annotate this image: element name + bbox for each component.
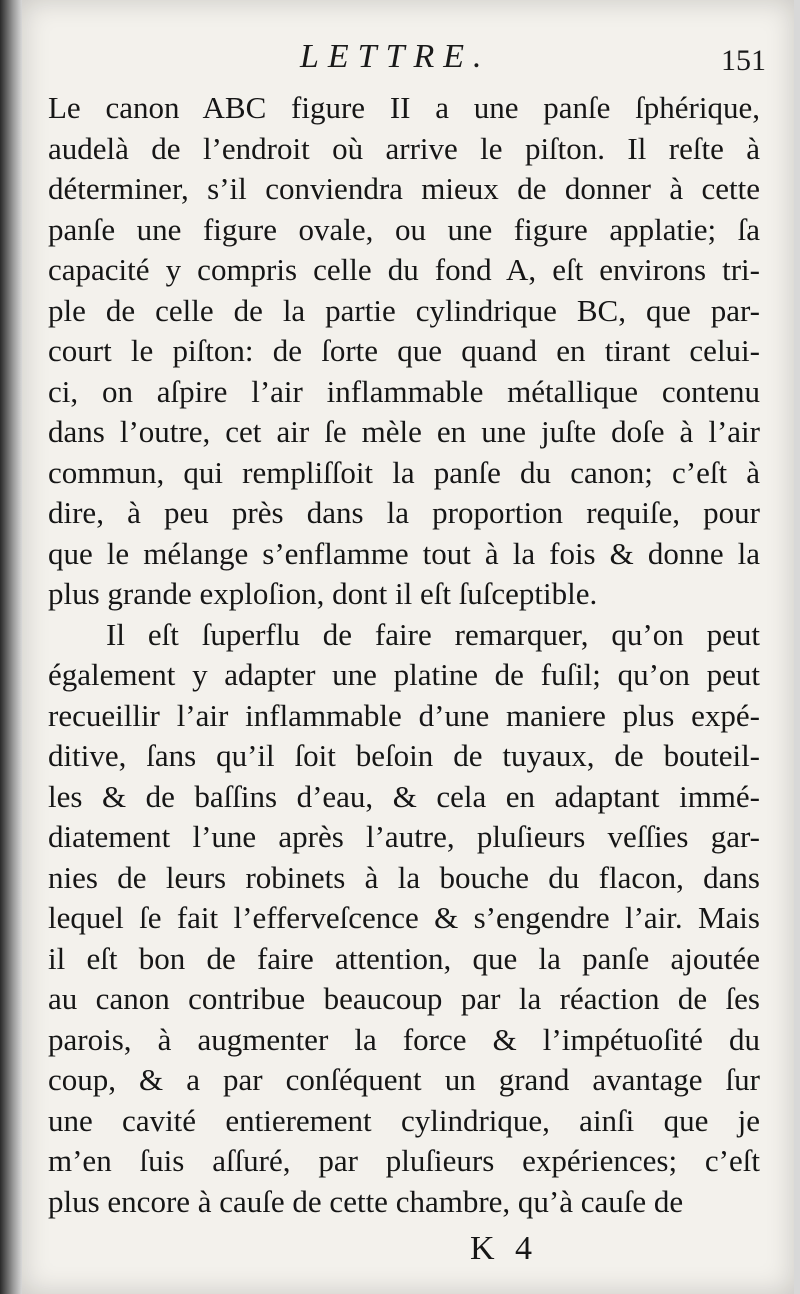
page-header bbox=[22, 30, 794, 80]
text-line: ple de celle de la partie cylindrique BC, que par- bbox=[48, 292, 760, 328]
text-line: m’en ſuis aſſuré, par pluſieurs expériences; c’eſt bbox=[48, 1143, 760, 1178]
running-title: LETTRE. bbox=[300, 38, 491, 75]
text-line: il eſt bon de faire attention, que la panſe ajoutée bbox=[48, 940, 760, 976]
text-line: panſe une figure ovale, ou une figure applatie; ſa bbox=[48, 211, 760, 247]
book-page bbox=[22, 0, 794, 1294]
text-line: commun, qui rempliſſoit la panſe du canon; c’eſt à bbox=[48, 454, 760, 490]
text-line: coup, & a par conſéquent un grand avantage ſur bbox=[48, 1062, 760, 1097]
paragraph bbox=[48, 615, 760, 1223]
text-line: une cavité entierement cylindrique, ainſi que je bbox=[48, 1102, 760, 1138]
text-line: recueillir l’air inflammable d’une maniere plus expé- bbox=[48, 697, 760, 733]
binding-gutter bbox=[0, 0, 22, 1294]
text-line: plus encore à cauſe de cette chambre, qu’à cauſe de bbox=[48, 1183, 684, 1219]
text-line: parois, à augmenter la force & l’impétuoſité du bbox=[48, 1021, 760, 1057]
paragraph bbox=[48, 88, 760, 615]
text-line: diatement l’une après l’autre, pluſieurs veſſies gar- bbox=[48, 819, 760, 854]
text-line: court le piſton: de ſorte que quand en tirant celui- bbox=[48, 333, 760, 368]
text-line: Il eſt ſuperflu de faire remarquer, qu’on peut bbox=[106, 616, 760, 652]
text-line: au canon contribue beaucoup par la réaction de ſes bbox=[48, 981, 760, 1016]
text-line: déterminer, s’il conviendra mieux de donner à cette bbox=[48, 171, 760, 206]
text-line: ditive, ſans qu’il ſoit beſoin de tuyaux, de bouteil- bbox=[48, 738, 760, 773]
text-line: dire, à peu près dans la proportion requiſe, pour bbox=[48, 495, 760, 530]
text-line: dans l’outre, cet air ſe mèle en une juſte doſe à l’air bbox=[48, 414, 760, 449]
body-text bbox=[48, 88, 760, 1222]
text-line: lequel ſe fait l’efferveſcence & s’engendre l’air. Mais bbox=[48, 900, 760, 935]
text-line: capacité y compris celle du fond A, eſt environs tri- bbox=[48, 252, 760, 287]
text-line: ci, on aſpire l’air inflammable métallique contenu bbox=[48, 373, 760, 409]
text-line: nies de leurs robinets à la bouche du flacon, dans bbox=[48, 859, 760, 895]
text-line: audelà de l’endroit où arrive le piſton. Il reſte à bbox=[48, 130, 760, 166]
page-number: 151 bbox=[721, 44, 766, 77]
text-line: les & de baſſins d’eau, & cela en adaptant immé- bbox=[48, 778, 760, 814]
text-line: également y adapter une platine de fuſil; qu’on peut bbox=[48, 657, 760, 692]
text-line: plus grande exploſion, dont il eſt ſuſceptible. bbox=[48, 576, 598, 611]
text-line: que le mélange s’enflamme tout à la fois & donne la bbox=[48, 535, 760, 571]
signature-mark: K 4 bbox=[470, 1230, 539, 1267]
text-line: Le canon ABC figure II a une panſe ſphérique, bbox=[48, 90, 760, 125]
